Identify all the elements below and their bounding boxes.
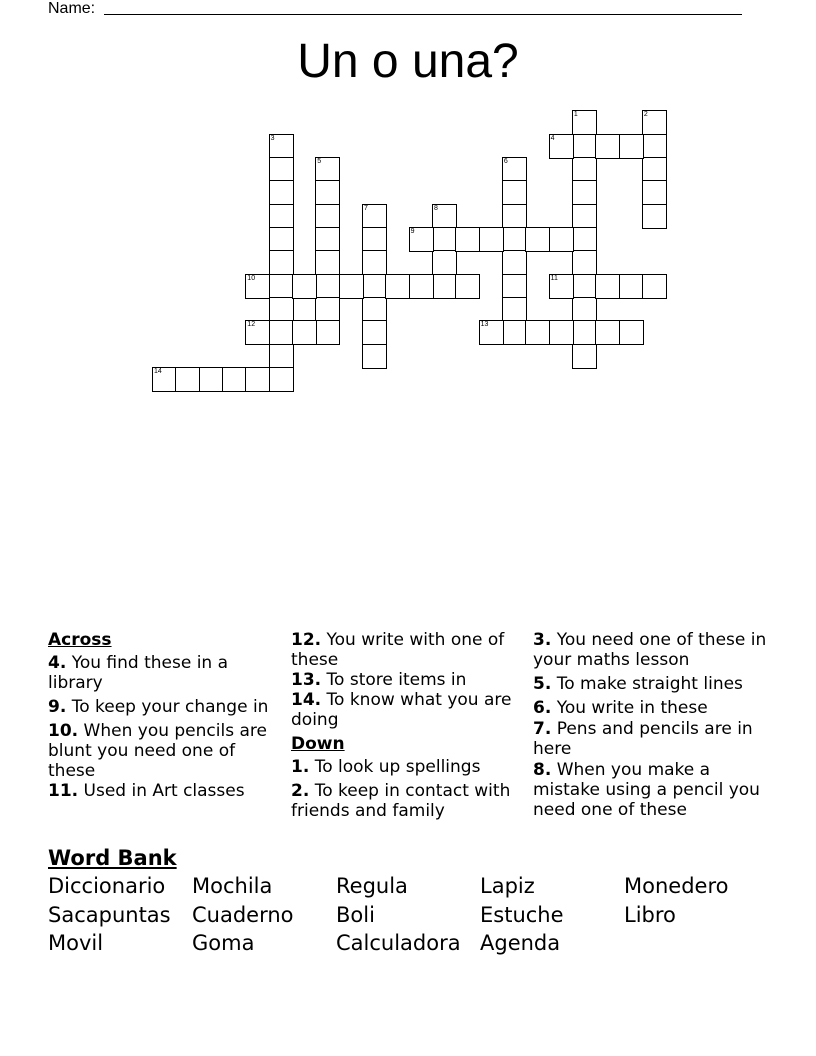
crossword-cell[interactable] <box>595 134 620 159</box>
clue-down-8: 8. When you make a mistake using a pencil you need one of these <box>533 760 760 820</box>
clue-across-11: 11. Used in Art classes <box>48 781 245 801</box>
crossword-cell[interactable] <box>362 250 387 275</box>
crossword-cell[interactable] <box>269 157 294 182</box>
clue-down-3: 3. You need one of these in your maths lesson <box>533 630 767 670</box>
crossword-cell[interactable] <box>642 157 667 182</box>
crossword-cell[interactable] <box>502 320 527 345</box>
clue-number: 2 <box>643 111 648 119</box>
word-bank-item: Diccionario <box>48 874 166 898</box>
clue-down-1: 1. To look up spellings <box>291 757 481 777</box>
clue-number: 11 <box>550 274 558 282</box>
crossword-cell[interactable] <box>572 204 597 229</box>
word-bank-item: Libro <box>624 903 676 927</box>
crossword-cell[interactable] <box>619 134 644 159</box>
crossword-cell[interactable] <box>595 320 620 345</box>
crossword-cell[interactable] <box>315 320 340 345</box>
crossword-cell[interactable] <box>619 274 644 299</box>
crossword-cell[interactable] <box>549 274 574 299</box>
crossword-cell[interactable] <box>572 297 597 322</box>
clue-number: 10 <box>247 274 256 282</box>
clue-across-4: 4. You find these in a library <box>48 653 229 693</box>
clue-down-6: 6. You write in these <box>533 698 708 718</box>
clue-across-9: 9. To keep your change in <box>48 697 269 717</box>
word-bank-item: Sacapuntas <box>48 903 171 927</box>
crossword-cell[interactable] <box>572 250 597 275</box>
crossword-cell[interactable] <box>269 250 294 275</box>
crossword-cell[interactable] <box>269 227 294 252</box>
crossword-cell[interactable] <box>572 110 597 135</box>
crossword-cell[interactable] <box>525 227 550 252</box>
crossword-cell[interactable] <box>502 157 527 182</box>
crossword-cell[interactable] <box>455 227 480 252</box>
crossword-cell[interactable] <box>455 274 480 299</box>
crossword-cell[interactable] <box>199 367 224 392</box>
crossword-cell[interactable] <box>549 320 574 345</box>
clue-across-13: 13. To store items in <box>291 670 467 690</box>
crossword-cell[interactable] <box>362 320 387 345</box>
crossword-cell[interactable] <box>502 250 527 275</box>
crossword-cell[interactable] <box>479 320 504 345</box>
clue-across-12: 12. You write with one of these <box>291 630 505 670</box>
clue-column-1 <box>48 630 283 805</box>
clue-number: 12 <box>247 321 256 329</box>
crossword-cell[interactable] <box>245 320 270 345</box>
crossword-cell[interactable] <box>269 134 294 159</box>
crossword-cell[interactable] <box>619 320 644 345</box>
word-bank-item: Monedero <box>624 874 729 898</box>
crossword-cell[interactable] <box>222 367 247 392</box>
word-bank-item: Cuaderno <box>192 903 294 927</box>
crossword-cell[interactable] <box>175 367 200 392</box>
crossword-cell[interactable] <box>269 204 294 229</box>
crossword-cell[interactable] <box>269 274 294 299</box>
crossword-cell[interactable] <box>572 227 597 252</box>
crossword-cell[interactable] <box>362 274 387 299</box>
crossword-cell[interactable] <box>362 204 387 229</box>
clue-column-3 <box>533 630 773 824</box>
crossword-cell[interactable] <box>385 274 410 299</box>
word-bank-item: Goma <box>192 931 255 955</box>
crossword-cell[interactable] <box>152 367 177 392</box>
crossword-cell[interactable] <box>269 367 294 392</box>
clue-number: 1 <box>573 111 578 119</box>
page-title: Un o una? <box>297 35 519 88</box>
crossword-cell[interactable] <box>269 344 294 369</box>
crossword-cell[interactable] <box>502 227 527 252</box>
crossword-cell[interactable] <box>572 274 597 299</box>
crossword-cell[interactable] <box>269 297 294 322</box>
clue-number: 13 <box>480 321 489 329</box>
down-header: Down <box>291 734 345 754</box>
crossword-cell[interactable] <box>292 274 317 299</box>
name-label: Name: <box>48 0 96 17</box>
crossword-cell[interactable] <box>315 204 340 229</box>
crossword-cell[interactable] <box>432 250 457 275</box>
crossword-cell[interactable] <box>292 320 317 345</box>
clue-number: 7 <box>364 204 368 212</box>
crossword-cell[interactable] <box>502 204 527 229</box>
clue-down-7: 7. Pens and pencils are in here <box>533 719 753 759</box>
clue-across-10: 10. When you pencils are blunt you need one of these <box>48 721 267 781</box>
word-bank-item: Mochila <box>192 874 273 898</box>
clue-down-2: 2. To keep in contact with friends and family <box>291 781 511 821</box>
word-bank-item: Boli <box>336 903 375 927</box>
clue-number: 3 <box>270 134 275 142</box>
crossword-cell[interactable] <box>572 180 597 205</box>
crossword-cell[interactable] <box>362 297 387 322</box>
crossword-cell[interactable] <box>409 227 434 252</box>
crossword-cell[interactable] <box>642 274 667 299</box>
crossword-cell[interactable] <box>269 180 294 205</box>
crossword-cell[interactable] <box>269 320 294 345</box>
crossword-cell[interactable] <box>595 274 620 299</box>
word-bank-item: Calculadora <box>336 931 461 955</box>
across-header: Across <box>48 630 112 650</box>
word-bank-item: Agenda <box>480 931 561 955</box>
word-bank-title: Word Bank <box>48 846 177 870</box>
crossword-cell[interactable] <box>432 204 457 229</box>
crossword-cell[interactable] <box>315 297 340 322</box>
crossword-cell[interactable] <box>642 204 667 229</box>
clue-number: 5 <box>317 158 322 165</box>
crossword-cell[interactable] <box>525 320 550 345</box>
crossword-cell[interactable] <box>642 134 667 159</box>
word-bank-item: Lapiz <box>480 874 535 898</box>
crossword-cell[interactable] <box>315 227 340 252</box>
crossword-cell[interactable] <box>572 320 597 345</box>
clue-number: 6 <box>503 158 508 165</box>
clue-number: 8 <box>434 204 438 212</box>
crossword-cell[interactable] <box>339 274 364 299</box>
clue-number: 9 <box>410 228 415 235</box>
crossword-cell[interactable] <box>245 367 270 392</box>
crossword-cell[interactable] <box>315 157 340 182</box>
crossword-cell[interactable] <box>479 227 504 252</box>
crossword-cell[interactable] <box>549 227 574 252</box>
clue-across-14: 14. To know what you are doing <box>291 690 512 730</box>
crossword-cell[interactable] <box>245 274 270 299</box>
crossword-cell[interactable] <box>315 274 340 299</box>
clue-number: 14 <box>154 368 162 375</box>
clue-down-5: 5. To make straight lines <box>533 674 743 694</box>
word-bank-item: Estuche <box>480 903 564 927</box>
crossword-grid <box>0 0 816 400</box>
crossword-cell[interactable] <box>502 180 527 205</box>
word-bank-item: Regula <box>336 874 408 898</box>
clue-number: 4 <box>550 134 555 142</box>
crossword-cell[interactable] <box>502 274 527 299</box>
crossword-cell[interactable] <box>642 180 667 205</box>
crossword-cell[interactable] <box>549 134 574 159</box>
crossword-cell[interactable] <box>572 134 597 159</box>
crossword-cell[interactable] <box>409 274 434 299</box>
crossword-cell[interactable] <box>315 250 340 275</box>
crossword-cell[interactable] <box>572 157 597 182</box>
clue-column-2 <box>291 630 523 825</box>
crossword-cell[interactable] <box>642 110 667 135</box>
word-bank-item: Movil <box>48 931 104 955</box>
crossword-cell[interactable] <box>432 274 457 299</box>
crossword-cell[interactable] <box>362 227 387 252</box>
crossword-cell[interactable] <box>572 344 597 369</box>
crossword-cell[interactable] <box>432 227 457 252</box>
crossword-cell[interactable] <box>502 297 527 322</box>
crossword-cell[interactable] <box>362 344 387 369</box>
crossword-cell[interactable] <box>315 180 340 205</box>
